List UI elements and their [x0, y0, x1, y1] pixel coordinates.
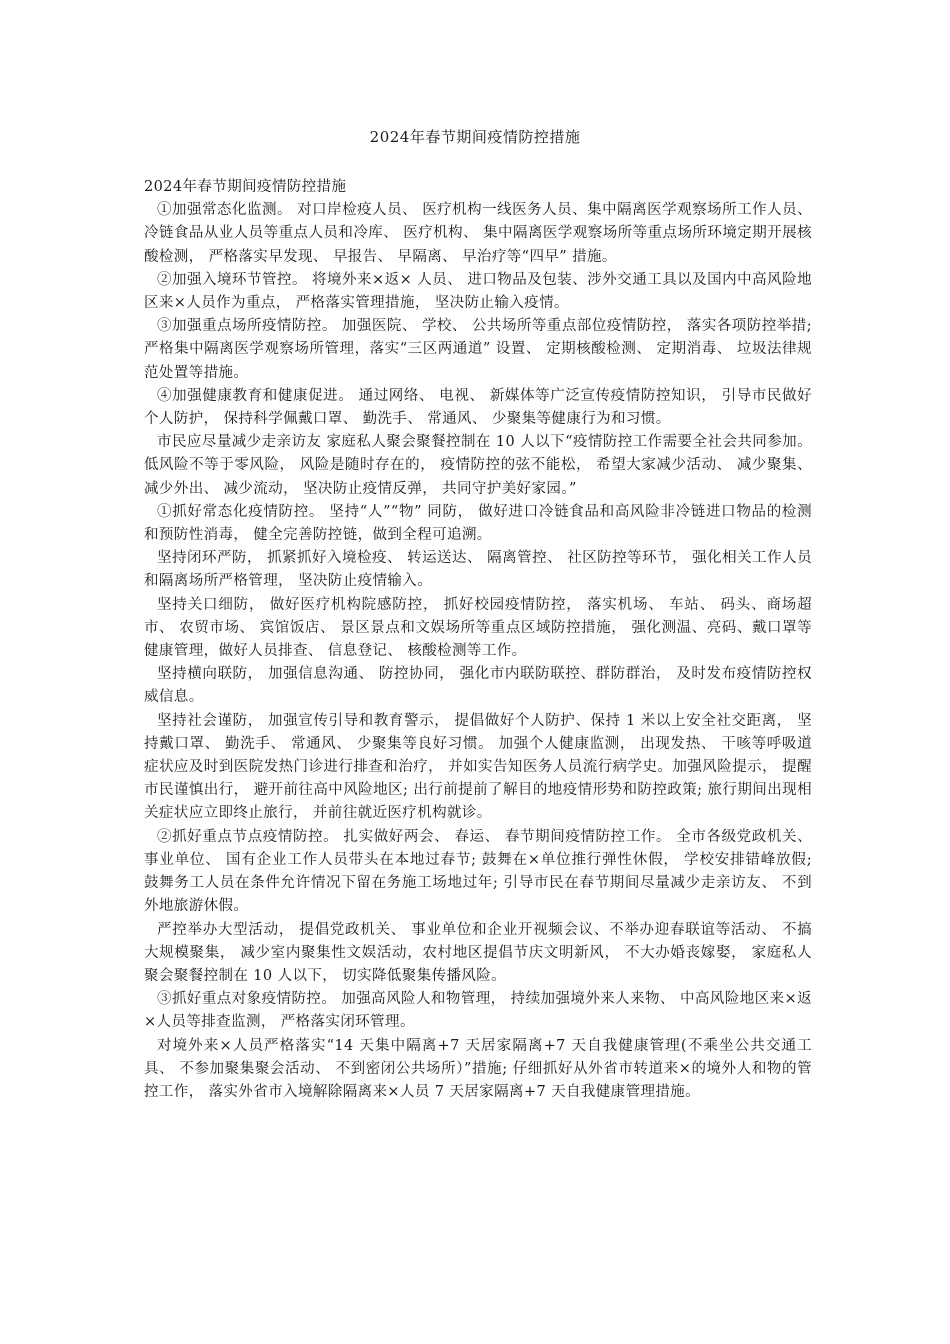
paragraph: 严控举办大型活动， 提倡党政机关、 事业单位和企业开视频会议、不举办迎春联谊等活动、 不搞大规模聚集， 减少室内聚集性文娱活动，农村地区提倡节庆文明新风， 不大办婚丧嫁娶， 家庭私人聚会聚餐控制在 10 人以下， 切实降低聚集传播风险。 [144, 921, 812, 984]
paragraph: ③加强重点场所疫情防控。 加强医院、 学校、 公共场所等重点部位疫情防控， 落实各项防控举措; 严格集中隔离医学观察场所管理，落实“三区两通道” 设置、 定期核酸检测、 定期消毒、 垃圾法律规范处置等措施。 [144, 318, 812, 381]
section-heading: 2024年春节期间疫情防控措施 [144, 179, 347, 195]
paragraph: 市民应尽量减少走亲访友 家庭私人聚会聚餐控制在 10 人以下“疫情防控工作需要全社会共同参加。 低风险不等于零风险， 风险是随时存在的， 疫情防控的弦不能松， 希望大家减少活动、 减少聚集、 减少外出、 减少流动， 坚决防止疫情反弹， 共同守护美好家园。” [144, 434, 812, 497]
paragraph: 坚持闭环严防， 抓紧抓好入境检疫、 转运送达、 隔离管控、 社区防控等环节， 强化相关工作人员和隔离场所严格管理， 坚决防止疫情输入。 [144, 550, 812, 590]
paragraph: 坚持横向联防， 加强信息沟通、 防控协同， 强化市内联防联控、群防群治， 及时发布疫情防控权威信息。 [144, 666, 812, 706]
paragraph: 坚持关口细防， 做好医疗机构院感防控， 抓好校园疫情防控， 落实机场、 车站、 码头、商场超市、 农贸市场、 宾馆饭店、 景区景点和文娱场所等重点区域防控措施， 强化测温、亮码、戴口罩等健康管理，做好人员排查、 信息登记、 核酸检测等工作。 [144, 596, 812, 660]
paragraph: ③抓好重点对象疫情防控。 加强高风险人和物管理， 持续加强境外来人来物、 中高风险地区来×返×人员等排查监测， 严格落实闭环管理。 [144, 991, 812, 1031]
document-body [144, 176, 812, 1104]
paragraph: 坚持社会谨防， 加强宣传引导和教育警示， 提倡做好个人防护、保持 1 米以上安全社交距离， 坚持戴口罩、 勤洗手、 常通风、 少聚集等良好习惯。 加强个人健康监测， 出现发热、 干咳等呼吸道症状应及时到医院发热门诊进行排查和治疗， 并如实告知医务人员流行病学史。加强风险提示， 提醒市民谨慎出行， 避开前往高中风险地区; 出行前提前了解目的地疫情形势和防控政策; 旅行期间出现相关症状应立即终止旅行， 并前往就近医疗机构就诊。 [144, 712, 812, 822]
paragraph: ①加强常态化监测。 对口岸检疫人员、 医疗机构一线医务人员、集中隔离医学观察场所工作人员、 冷链食品从业人员等重点人员和冷库、 医疗机构、 集中隔离医学观察场所等重点场所环境定期开展核酸检测， 严格落实早发现、 早报告、 早隔离、 早治疗等“四早” 措施。 [144, 202, 812, 265]
paragraph: ②抓好重点节点疫情防控。 扎实做好两会、 春运、 春节期间疫情防控工作。 全市各级党政机关、 事业单位、 国有企业工作人员带头在本地过春节; 鼓舞在×单位推行弹性休假， 学校安排错峰放假; 鼓舞务工人员在条件允许情况下留在务施工场地过年; 引导市民在春节期间尽量减少走亲访友、 不到外地旅游休假。 [144, 828, 812, 915]
paragraph: ①抓好常态化疫情防控。 坚持“人”“物” 同防， 做好进口冷链食品和高风险非冷链进口物品的检测和预防性消毒， 健全完善防控链，做到全程可追溯。 [144, 503, 812, 544]
paragraph: 对境外来×人员严格落实“14 天集中隔离+7 天居家隔离+7 天自我健康管理(不乘坐公共交通工具、 不参加聚集聚会活动、 不到密闭公共场所）”措施; 仔细抓好从外省市转道来×的境外人和物的管控工作， 落实外省市入境解除隔离来×人员 7 天居家隔离+7 天自我健康管理措施。 [144, 1037, 812, 1100]
paragraph: ②加强入境环节管控。 将境外来×返× 人员、 进口物品及包装、涉外交通工具以及国内中高风险地区来×人员作为重点， 严格落实管理措施， 坚决防止输入疫情。 [144, 271, 812, 312]
page-title: 2024年春节期间疫情防控措施 [369, 128, 581, 146]
paragraph: ④加强健康教育和健康促进。 通过网络、 电视、 新媒体等广泛宣传疫情防控知识， 引导市民做好个人防护， 保持科学佩戴口罩、 勤洗手、 常通风、 少聚集等健康行为和习惯。 [144, 387, 812, 428]
